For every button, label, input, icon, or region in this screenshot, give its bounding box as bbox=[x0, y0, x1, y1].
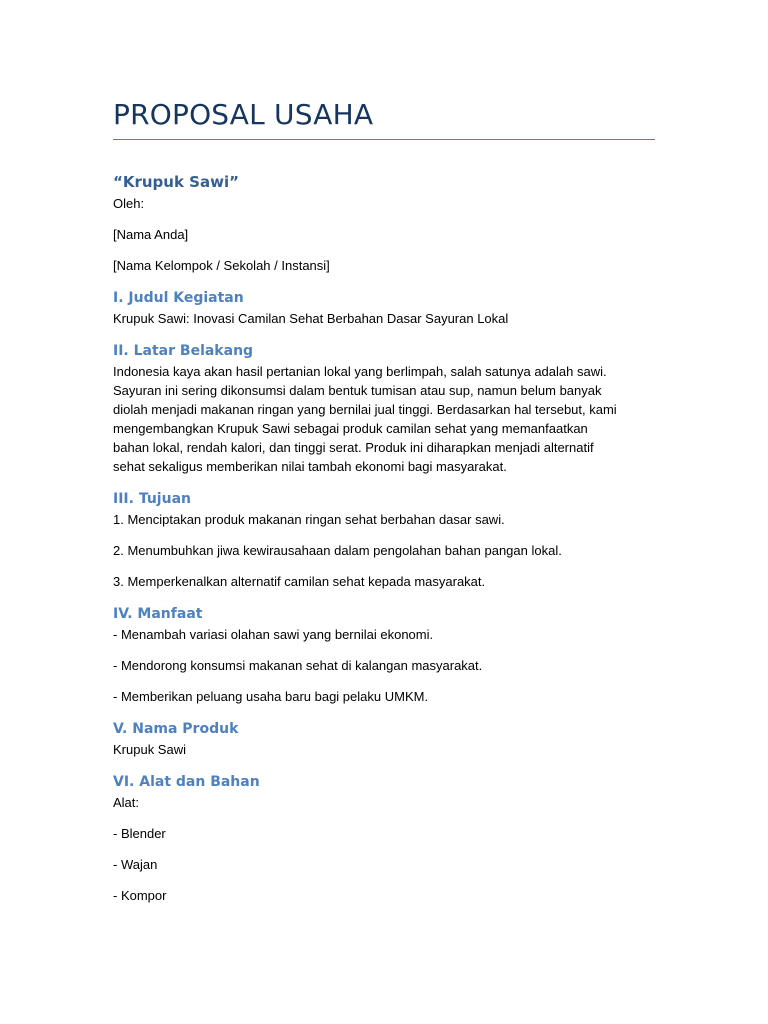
document-body bbox=[113, 170, 655, 905]
section-text-judul: Krupuk Sawi: Inovasi Camilan Sehat Berbahan Dasar Sayuran Lokal bbox=[113, 311, 509, 326]
paragraph-line: sehat sekaligus memberikan nilai tambah ekonomi bagi masyarakat. bbox=[113, 459, 507, 474]
paragraph-line: bahan lokal, rendah kalori, dan tinggi serat. Produk ini diharapkan menjadi alternatif bbox=[113, 440, 594, 455]
group-placeholder: [Nama Kelompok / Sekolah / Instansi] bbox=[113, 258, 330, 273]
list-item-tujuan: 1. Menciptakan produk makanan ringan sehat berbahan dasar sawi. bbox=[113, 512, 505, 527]
product-subtitle: “Krupuk Sawi” bbox=[113, 173, 239, 191]
list-item-tujuan: 3. Memperkenalkan alternatif camilan sehat kepada masyarakat. bbox=[113, 574, 486, 589]
author-label: Oleh: bbox=[113, 196, 145, 211]
list-item-alat: - Blender bbox=[113, 826, 166, 841]
paragraph-line: diolah menjadi makanan ringan yang bernilai jual tinggi. Berdasarkan hal tersebut, kami bbox=[113, 402, 617, 417]
title-underline bbox=[113, 139, 655, 140]
section-heading-alat-bahan: VI. Alat dan Bahan bbox=[113, 774, 260, 790]
section-heading-manfaat: IV. Manfaat bbox=[113, 606, 203, 622]
list-item-tujuan: 2. Menumbuhkan jiwa kewirausahaan dalam pengolahan bahan pangan lokal. bbox=[113, 543, 562, 558]
list-item-manfaat: - Mendorong konsumsi makanan sehat di kalangan masyarakat. bbox=[113, 658, 483, 673]
list-item-manfaat: - Memberikan peluang usaha baru bagi pelaku UMKM. bbox=[113, 689, 429, 704]
section-text-nama-produk: Krupuk Sawi bbox=[113, 742, 186, 757]
section-heading-tujuan: III. Tujuan bbox=[113, 491, 191, 507]
list-item-manfaat: - Menambah variasi olahan sawi yang bernilai ekonomi. bbox=[113, 627, 434, 642]
tools-label: Alat: bbox=[113, 795, 140, 810]
paragraph-line: Sayuran ini sering dikonsumsi dalam bentuk tumisan atau sup, namun belum banyak bbox=[113, 383, 602, 398]
section-heading-judul: I. Judul Kegiatan bbox=[113, 290, 244, 306]
section-heading-latar-belakang: II. Latar Belakang bbox=[113, 343, 254, 359]
paragraph-line: Indonesia kaya akan hasil pertanian lokal yang berlimpah, salah satunya adalah sawi. bbox=[113, 364, 607, 379]
section-heading-nama-produk: V. Nama Produk bbox=[113, 721, 239, 737]
list-item-alat: - Kompor bbox=[113, 888, 167, 903]
section-paragraph-latar-belakang bbox=[113, 362, 655, 476]
list-item-alat: - Wajan bbox=[113, 857, 158, 872]
author-name-placeholder: [Nama Anda] bbox=[113, 227, 189, 242]
paragraph-line: mengembangkan Krupuk Sawi sebagai produk camilan sehat yang memanfaatkan bbox=[113, 421, 588, 436]
document-title: PROPOSAL USAHA bbox=[113, 98, 374, 131]
